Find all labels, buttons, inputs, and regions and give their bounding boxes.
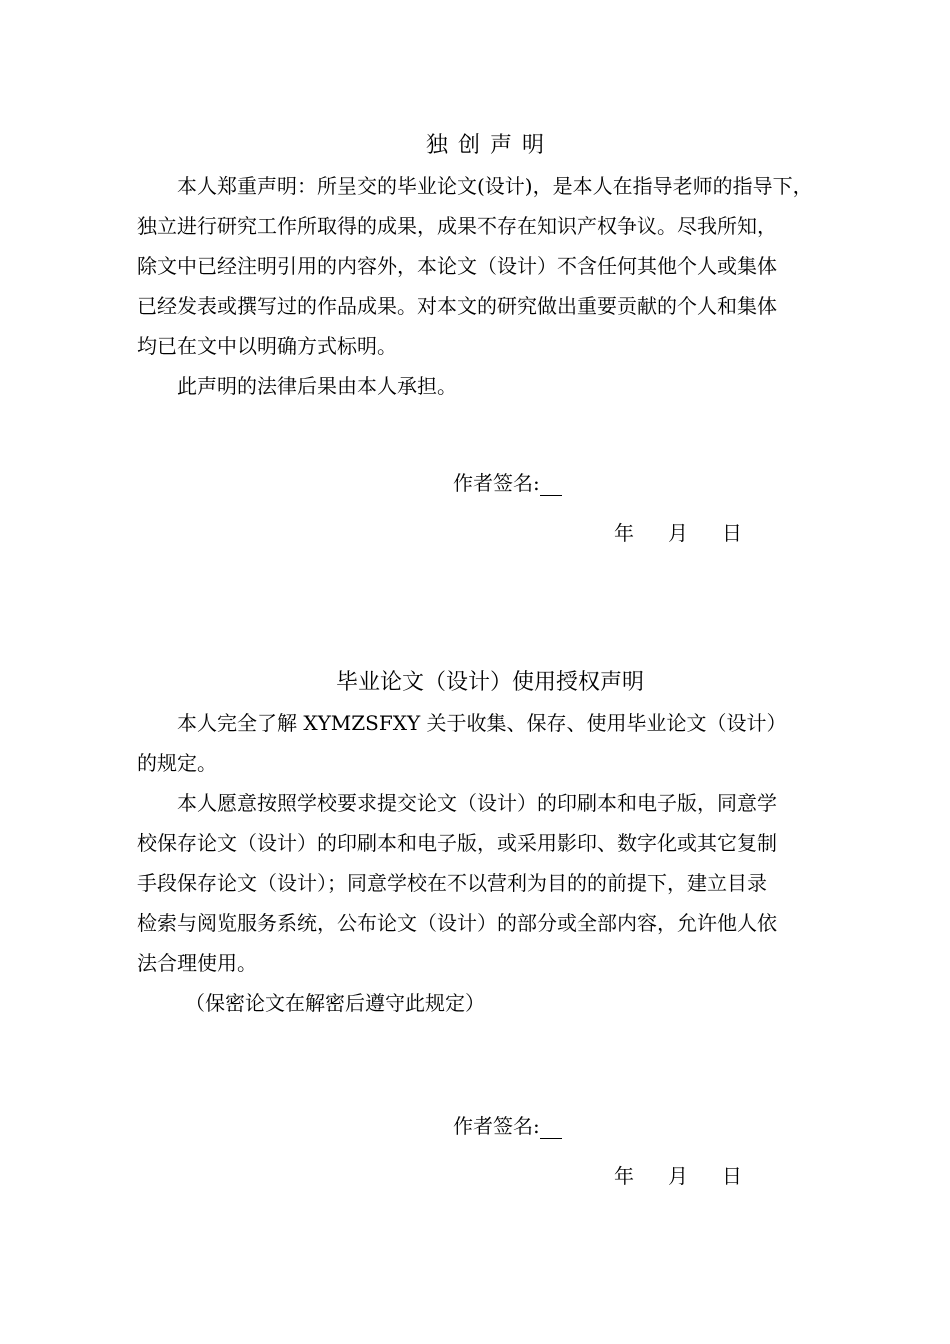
- body-line: 除文中已经注明引用的内容外，本论文（设计）不含任何其他个人或集体: [137, 254, 777, 278]
- body-line: 的规定。: [137, 751, 217, 775]
- body-line: 本人完全了解 XYMZSFXY 关于收集、保存、使用毕业论文（设计）: [137, 711, 787, 735]
- date-year: 年: [614, 1164, 634, 1188]
- body-line: 手段保存论文（设计）；同意学校在不以营利为目的的前提下，建立目录: [137, 871, 767, 895]
- date-month: 月: [668, 1164, 688, 1188]
- signature-label: 作者签名:: [453, 1114, 540, 1138]
- date-day: 日: [722, 521, 742, 545]
- body-line: 已经发表或撰写过的作品成果。对本文的研究做出重要贡献的个人和集体: [137, 294, 777, 318]
- date-year: 年: [614, 521, 634, 545]
- author-signature: [453, 1110, 562, 1139]
- signature-blank[interactable]: [540, 475, 562, 496]
- date-line: [614, 517, 776, 546]
- signature-label: 作者签名:: [453, 471, 540, 495]
- body-line: 独立进行研究工作所取得的成果，成果不存在知识产权争议。尽我所知，: [137, 214, 777, 238]
- body-line: 均已在文中以明确方式标明。: [137, 334, 397, 358]
- date-line: [614, 1160, 776, 1189]
- body-line: （保密论文在解密后遵守此规定）: [155, 991, 485, 1015]
- signature-blank[interactable]: [540, 1118, 562, 1139]
- date-month: 月: [668, 521, 688, 545]
- section-title: 独创声明: [425, 133, 554, 158]
- author-signature: [453, 467, 562, 496]
- body-line: 法合理使用。: [137, 951, 257, 975]
- body-line: 此声明的法律后果由本人承担。: [137, 374, 457, 398]
- section-title: 毕业论文（设计）使用授权声明: [335, 670, 644, 695]
- body-line: 本人愿意按照学校要求提交论文（设计）的印刷本和电子版，同意学: [137, 791, 777, 815]
- body-line: 本人郑重声明：所呈交的毕业论文(设计)，是本人在指导老师的指导下，: [137, 174, 813, 198]
- body-line: 校保存论文（设计）的印刷本和电子版，或采用影印、数字化或其它复制: [137, 831, 777, 855]
- date-day: 日: [722, 1164, 742, 1188]
- body-line: 检索与阅览服务系统，公布论文（设计）的部分或全部内容，允许他人依: [137, 911, 777, 935]
